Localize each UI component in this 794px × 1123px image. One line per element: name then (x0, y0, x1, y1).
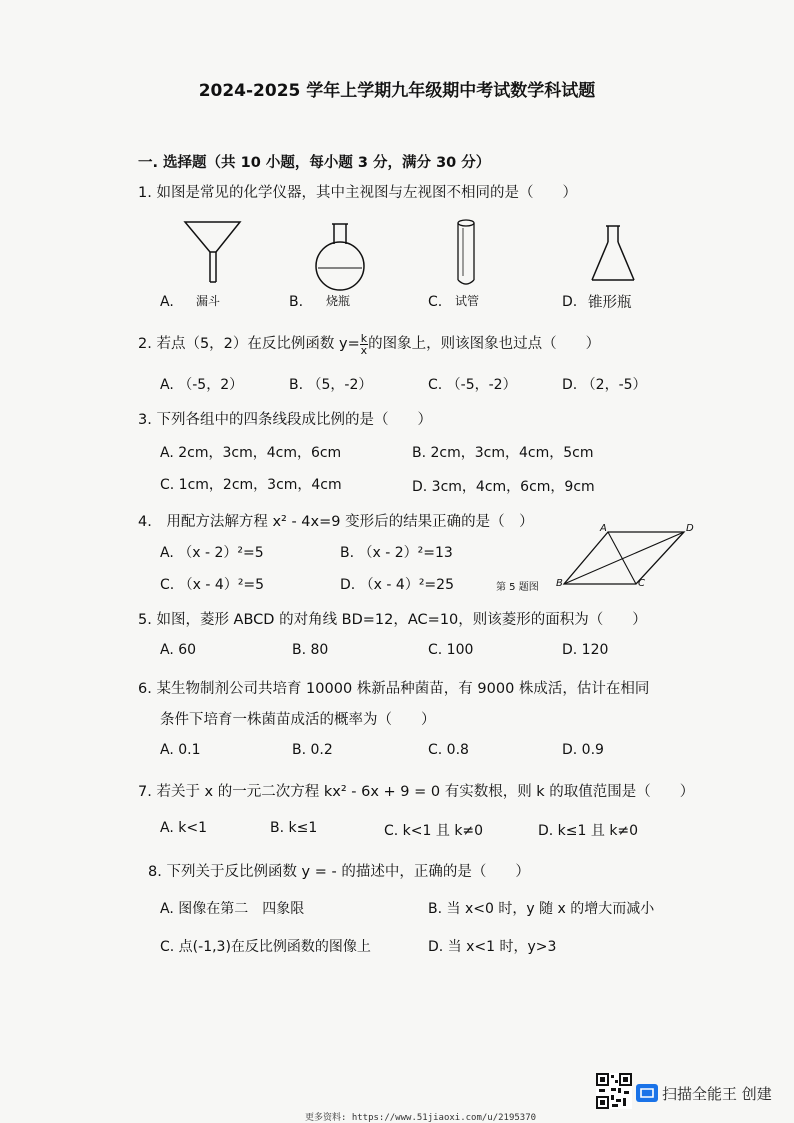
q2-option-c: C. （-5，-2） (428, 377, 517, 393)
vertex-label-b: B (556, 578, 563, 589)
fraction-denominator: x (360, 343, 368, 357)
q1-option-b-letter: B. (289, 294, 304, 310)
q7-option-d: D. k≤1 且 k≠0 (538, 823, 639, 839)
q1-option-c-letter: C. (428, 294, 443, 310)
question-2-stem (138, 332, 600, 356)
rhombus-figure (560, 528, 700, 588)
q8-option-b: B. 当 x<0 时，y 随 x 的增大而减小 (428, 901, 655, 917)
q8-option-a: A. 图像在第二 四象限 (160, 901, 305, 917)
q4-option-d: D. （x - 4）²=25 (340, 577, 454, 593)
question-6-stem-line1: 6. 某生物制剂公司共培育 10000 株新品种菌苗，有 9000 株成活，估计在相同 (138, 681, 650, 697)
q5-option-c: C. 100 (428, 642, 474, 658)
q1-option-c-label: 试管 (455, 294, 480, 308)
q2-stem-before: 2. 若点（5，2）在反比例函数 y= (138, 336, 360, 352)
q1-option-b-label: 烧瓶 (326, 294, 351, 308)
q4-option-b: B. （x - 2）²=13 (340, 545, 453, 561)
question-6-stem-line2: 条件下培育一株菌苗成活的概率为（ ） (160, 712, 436, 728)
q3-option-d: D. 3cm，4cm，6cm，9cm (412, 479, 595, 495)
vertex-label-a: A (600, 523, 607, 534)
q2-option-a: A. （-5，2） (160, 377, 244, 393)
q5-option-a: A. 60 (160, 642, 197, 658)
q2-stem-after: 的图象上，则该图象也过点（ ） (368, 336, 601, 352)
q1-option-d-letter: D. (562, 294, 578, 310)
test-tube-figure (455, 218, 479, 290)
q1-option-a-letter: A. (160, 294, 174, 310)
round-flask-figure (310, 218, 370, 294)
q6-option-c: C. 0.8 (428, 742, 469, 758)
scanner-watermark: 扫描全能王 创建 (662, 1085, 772, 1103)
q6-option-a: A. 0.1 (160, 742, 201, 758)
figure-5-caption: 第 5 题图 (496, 582, 539, 593)
question-7-stem: 7. 若关于 x 的一元二次方程 kx² - 6x + 9 = 0 有实数根，则 k 的取值范围是（ ） (138, 784, 695, 800)
q7-option-c: C. k<1 且 k≠0 (384, 823, 484, 839)
vertex-label-c: C (638, 578, 645, 589)
q5-option-d: D. 120 (562, 642, 609, 658)
q7-option-b: B. k≤1 (270, 820, 318, 836)
question-1-stem: 1. 如图是常见的化学仪器，其中主视图与左视图不相同的是（ ） (138, 185, 577, 201)
q1-option-a-label: 漏斗 (196, 294, 221, 308)
question-8-stem: 8. 下列关于反比例函数 y = - 的描述中，正确的是（ ） (148, 864, 530, 880)
fraction-numerator: k (360, 331, 368, 345)
cs-logo-icon (636, 1084, 658, 1102)
q5-option-b: B. 80 (292, 642, 329, 658)
q2-option-b: B. （5，-2） (289, 377, 373, 393)
q3-option-b: B. 2cm，3cm，4cm，5cm (412, 445, 594, 461)
page-title: 2024-2025 学年上学期九年级期中考试数学科试题 (198, 81, 596, 101)
question-3-stem: 3. 下列各组中的四条线段成比例的是（ ） (138, 412, 432, 428)
q7-option-a: A. k<1 (160, 820, 207, 836)
q6-option-b: B. 0.2 (292, 742, 333, 758)
footer-link[interactable]: 更多资料: https://www.51jiaoxi.com/u/2195370 (305, 1113, 537, 1123)
vertex-label-d: D (686, 523, 694, 534)
q1-option-d-label: 锥形瓶 (588, 295, 632, 311)
question-5-stem: 5. 如图，菱形 ABCD 的对角线 BD=12，AC=10，则该菱形的面积为（ ） (138, 612, 647, 628)
q6-option-d: D. 0.9 (562, 742, 604, 758)
question-4-stem: 4. 用配方法解方程 x² - 4x=9 变形后的结果正确的是（ ） (138, 514, 534, 530)
fraction-k-over-x (360, 333, 368, 356)
conical-flask-figure (588, 224, 640, 286)
q3-option-c: C. 1cm，2cm，3cm，4cm (160, 477, 342, 493)
q4-option-a: A. （x - 2）²=5 (160, 545, 264, 561)
q4-option-c: C. （x - 4）²=5 (160, 577, 265, 593)
funnel-figure (180, 220, 250, 290)
q8-option-d: D. 当 x<1 时，y>3 (428, 939, 557, 955)
q3-option-a: A. 2cm，3cm，4cm，6cm (160, 445, 342, 461)
section-heading: 一. 选择题（共 10 小题，每小题 3 分，满分 30 分） (138, 155, 491, 171)
q8-option-c: C. 点(-1,3)在反比例函数的图像上 (160, 939, 371, 955)
q2-option-d: D. （2，-5） (562, 377, 647, 393)
qr-code-icon (596, 1073, 632, 1109)
